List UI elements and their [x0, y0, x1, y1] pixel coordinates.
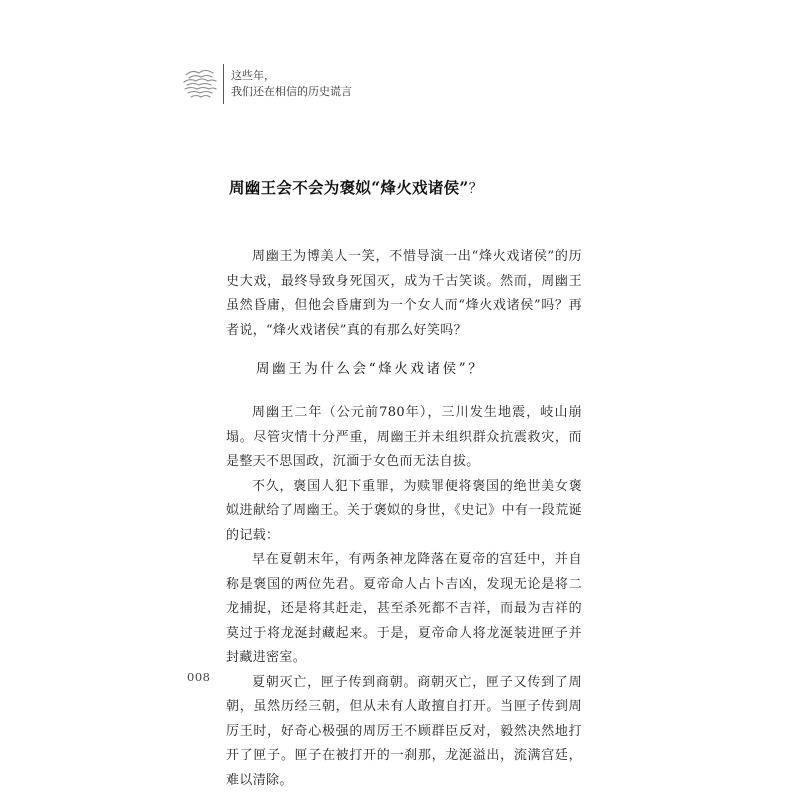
book-title	[231, 68, 352, 100]
main-section	[226, 401, 582, 793]
header-divider	[223, 64, 224, 104]
body-paragraph: 夏朝灭亡，匣子传到商朝。商朝灭亡，匣子又传到了周朝，虽然历经三朝，但从未有人敢擅自打开。当匣子传到周厉王时，好奇心极强的周厉王不顾群臣反对，毅然决然地打开了匣子。匣子在被打开的一刹那，龙涎溢出，流满宫廷，难以清除。	[226, 674, 582, 788]
intro-paragraph: 周幽王为博美人一笑，不惜导演一出“烽火戏诸侯”的历史大戏，最终导致身死国灭，成为千古笑谈。然而，周幽王虽然昏庸，但他会昏庸到为一个女人而“烽火戏诸侯”吗？再者说，“烽火戏诸侯”真的有那么好笑吗？	[226, 249, 582, 338]
body-paragraph: 不久，褒国人犯下重罪，为赎罪便将褒国的绝世美女褒姒进献给了周幽王。关于褒姒的身世，《史记》中有一段荒诞的记载：	[226, 478, 582, 543]
cloud-ornament-icon	[183, 66, 217, 102]
page-number: 008	[187, 670, 211, 684]
chapter-title-text: 周幽王会不会为褒姒“烽火戏诸侯”	[229, 178, 469, 197]
chapter-title	[229, 176, 483, 198]
intro-section	[226, 245, 582, 343]
chapter-title-question-mark: ？	[468, 181, 483, 197]
body-paragraph: 早在夏朝末年，有两条神龙降落在夏帝的宫廷中，并自称是褒国的两位先君。夏帝命人占卜吉凶，发现无论是将二龙捕捉，还是将其赶走，甚至杀死都不吉祥，而最为吉祥的莫过于将龙涎封藏起来。于是，夏帝命人将龙涎装进匣子并封藏进密室。	[226, 552, 582, 665]
section-heading: 周幽王为什么会“烽火戏诸侯”？	[256, 361, 485, 377]
book-title-line-2: 我们还在相信的历史谎言	[231, 85, 352, 98]
running-header	[183, 62, 352, 106]
book-title-line-1: 这些年，	[231, 69, 275, 82]
body-paragraph: 周幽王二年（公元前780年），三川发生地震，岐山崩塌。尽管灾情十分严重，周幽王并未组织群众抗震救灾，而是整天不思国政，沉湎于女色而无法自拔。	[226, 405, 582, 469]
